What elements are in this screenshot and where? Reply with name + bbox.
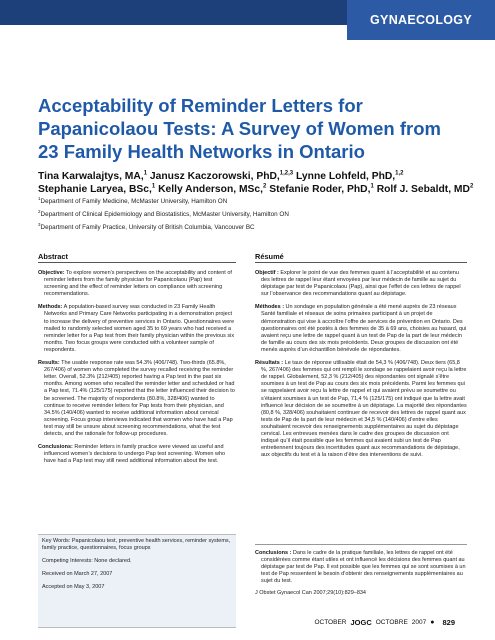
journal-citation: J Obstet Gynaecol Can 2007;29(10):829–834	[255, 590, 366, 597]
abstract-divider	[38, 262, 236, 263]
bullet-icon: ●	[430, 619, 435, 626]
resume-resultats	[255, 360, 467, 459]
keywords-box	[38, 534, 236, 628]
section-label: Résultats :	[255, 360, 284, 367]
resume-french	[255, 270, 467, 465]
affiliation-number: 1	[38, 195, 41, 201]
section-label: Results:	[38, 360, 60, 367]
resume-heading: Résumé	[255, 252, 284, 261]
author-affiliation-mark: 1	[370, 183, 374, 190]
author-name: Lynne Lohfeld, PhD,	[293, 171, 396, 182]
section-label: Méthodes :	[255, 304, 285, 311]
author-name: Stefanie Roder, PhD,	[266, 184, 371, 195]
section-text: Explorer le point de vue des femmes quant à l’acceptabilité et au contenu des lettres de rappel leur étant envoyées par leur médecin de famille au sujet du dépistage par test de Papanicolaou (Pap), ainsi que l’effet de ces lettres de rappel sur l’observance des recommandations quant au dépistage.	[261, 270, 461, 298]
abstract-objective	[38, 270, 236, 298]
section-label: Objective:	[38, 270, 65, 276]
article-title	[38, 94, 468, 163]
abstract-methods	[38, 304, 236, 354]
page-number: 829	[442, 618, 455, 627]
author-name: Rolf J. Sebaldt, MD	[373, 184, 470, 195]
section-text: A population-based survey was conducted in 23 Family Health Networks and Primary Care Networks participating in a demonstration project to increase the delivery of preventive services in Ontario. Questionnaires were mailed to randomly selected women aged 35 to 69 years who had received a reminder letter for a Pap test from their family physician within the previous six months. Two focus groups were conducted with a volunteer sample of respondents.	[44, 304, 235, 353]
abstract-english	[38, 270, 236, 471]
author-affiliation-mark: 1	[143, 170, 148, 177]
title-line: Acceptability of Reminder Letters for	[38, 95, 363, 116]
abstract-results	[38, 360, 236, 438]
section-text: To explore women’s perspectives on the acceptability and content of reminder letters from the family physician for Papanicolaou (Pap) test screening and the effect of reminder letters on compliance with screening recommendations.	[44, 270, 232, 298]
resume-methodes	[255, 304, 467, 354]
keywords-label: Key Words:	[42, 538, 71, 544]
accepted-date: Accepted on May 3, 2007	[42, 584, 105, 591]
section-text: Dans le cadre de la pratique familiale, les lettres de rappel ont été considérées comme étant utiles et ont influencé les décisions des femmes quant au dépistage par test de Pap. Il est possible que les femmes qui se sont soumises à un test de Pap ressentent le besoin d’obtenir des renseignements supplémentaires au sujet du test.	[261, 550, 466, 585]
affiliation-number: 3	[38, 221, 41, 227]
section-text: Un sondage en population générale a été mené auprès de 23 réseaux Santé familiale et réseaux de soins primaires participant à un projet de démonstration qui vise à accroître l’offre de services de prévention en Ontario. Des questionnaires ont été postés à des femmes de 35 à 69 ans, choisies au hasard, qui avaient reçu une lettre de rappel quant à un test de Pap de la part de leur médecin de famille au cours des six mois précédents. Deux groupes de discussion ont été menés auprès d’un échantillon bénévole de répondantes.	[261, 304, 467, 353]
resume-objectif	[255, 270, 467, 298]
keywords	[42, 538, 232, 552]
footer-year: 2007	[411, 619, 427, 626]
author-name: Janusz Kaczorowski, PhD,	[147, 171, 280, 182]
affiliation-3	[38, 221, 478, 232]
affiliation-number: 2	[38, 208, 41, 214]
author-affiliation-mark: 2	[263, 183, 267, 190]
keywords-text: Papanicolaou test, preventive health services, reminder systems, family practice, questionnaires, focus groups	[42, 538, 231, 552]
author-list	[38, 170, 478, 196]
section-label: Conclusions:	[38, 444, 73, 451]
footer-journal: JOGC	[350, 618, 372, 627]
author-name: Kelly Anderson, MSc,	[155, 184, 263, 195]
competing-interests: Competing Interests: None declared.	[42, 558, 132, 565]
author-affiliation-mark: 1,2,3	[279, 170, 294, 177]
abstract-heading: Abstract	[38, 252, 68, 261]
section-label: Objectif :	[255, 270, 279, 276]
author-affiliation-mark: 2	[469, 183, 474, 190]
affiliation-text: Department of Family Practice, University of British Columbia, Vancouver BC	[40, 224, 255, 231]
author-affiliation-mark: 1	[151, 183, 156, 190]
page-footer	[314, 618, 455, 627]
author-line	[38, 170, 478, 183]
top-banner	[0, 0, 495, 40]
abstract-conclusions	[38, 444, 236, 465]
affiliation-text: Department of Clinical Epidemiology and Biostatistics, McMaster University, Hamilton ON	[40, 211, 289, 218]
received-date: Received on March 27, 2007	[42, 571, 113, 578]
section-text: Reminder letters in family practice were viewed as useful and influenced women’s decisions to undergo Pap test screening. Women who have had a Pap test may still need additional information about the test.	[44, 444, 226, 465]
affiliation-2	[38, 208, 478, 219]
affiliation-text: Department of Family Medicine, McMaster University, Hamilton ON	[40, 198, 228, 205]
author-name: Stephanie Laryea, BSc,	[38, 184, 152, 195]
affiliation-1	[38, 195, 478, 206]
section-label: Conclusions :	[255, 550, 292, 556]
section-text: The usable response rate was 54.3% (406/748). Two-thirds (65.8%, 267/406) of women who completed the survey recalled receiving the reminder letter. Overall, 52.3% (212/405) reported having a Pap test in the past six months. Among women who recalled the reminder letter and scheduled or had a Pap test, 71.4% (125/175) reported that the letter influenced their decision to be screened. The majority of respondents (80.8%, 328/406) wanted to continue to receive reminder letters for Pap tests from their physician, and 34.5% (140/406) wanted to receive additional information about cervical screening. Focus group interviews indicated that women who have had a Pap test may still be unsure about screening recommendations, what the test detects, and the rationale for follow-up procedures.	[44, 360, 235, 437]
resume-conclusions	[255, 550, 467, 585]
author-affiliation-mark: 1,2	[395, 170, 404, 177]
author-line	[38, 183, 478, 196]
resume-conclusion-box	[255, 544, 467, 598]
section-text: Le taux de réponse utilisable était de 54,3 % (406/748). Deux tiers (65,8 %, 267/406) des femmes qui ont rempli le sondage se rappelaient avoir reçu la lettre de rappel. Globalement, 52,3 % (212/405) des répondantes ont signalé s’être soumises à un test de Pap au cours des six mois précédents. Parmi les femmes qui se rappelaient avoir reçu la lettre de rappel et qui avaient prévu se soumettre ou s’étaient soumises à un test de Pap, 71,4 % (125/175) ont indiqué que la lettre avait influencé leur décision de se soumettre à un dépistage. La majorité des répondantes (80,8 %, 328/406) souhaitaient continuer de recevoir des lettres de rappel quant aux tests de Pap de la part de leur médecin et 34,5 % (140/406) d’entre elles souhaitaient recevoir des renseignements supplémentaires au sujet du dépistage cervical. Les entrevues menées dans le cadre des groupes de discussion ont indiqué qu’il était possible que les femmes qui avaient subi un test de Pap entretiennent toujours des incertitudes quant aux recommandations de dépistage, aux objectifs du test et à la raison d’être des interventions de suivi.	[261, 360, 467, 459]
footer-month: OCTOBER	[314, 619, 347, 626]
title-line: Papanicolaou Tests: A Survey of Women from	[38, 118, 441, 139]
footer-month-fr: OCTOBRE	[375, 619, 408, 626]
resume-divider	[255, 262, 467, 263]
author-name: Tina Karwalajtys, MA,	[38, 171, 144, 182]
section-label: GYNAECOLOGY	[347, 0, 495, 40]
section-label: Methods:	[38, 304, 63, 311]
title-line: 23 Family Health Networks in Ontario	[38, 141, 365, 162]
